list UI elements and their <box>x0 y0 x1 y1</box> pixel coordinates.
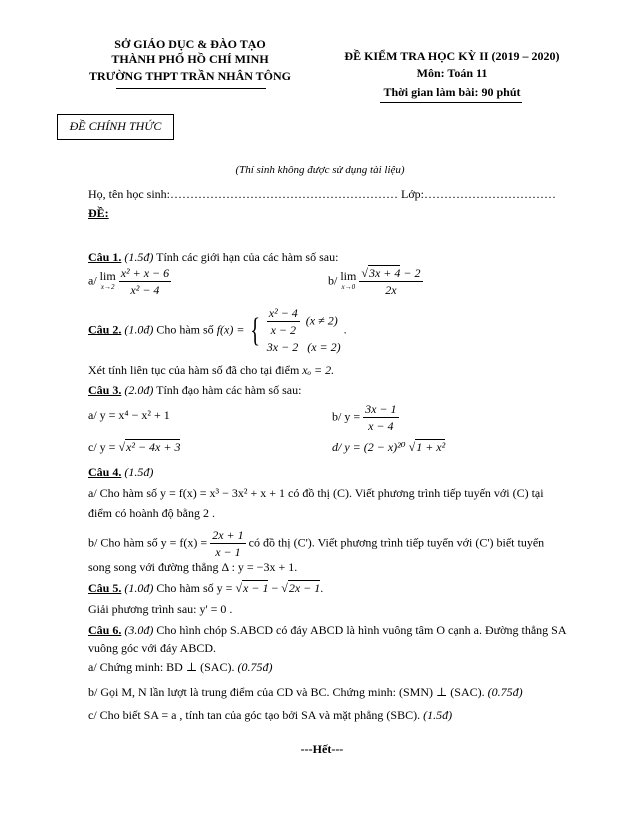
q1-label: Câu 1. <box>88 250 122 264</box>
q5-label: Câu 5. <box>88 581 122 595</box>
q2-fx: f(x) = <box>216 322 245 337</box>
q6-part-c: c/ Cho biết SA = a , tính tan của góc tạo bởi SA và mặt phẳng (SBC). (1.5đ) <box>88 708 453 722</box>
q5-line1: Câu 5. (1.0đ) Cho hàm số y = √x − 1 − √2x − 1. <box>88 581 324 595</box>
q2-line2: Xét tính liên tục của hàm số đã cho tại điểm xₒ = 2. <box>88 363 335 377</box>
q6-line1: Câu 6. (3.0đ) Cho hình chóp S.ABCD có đáy ABCD là hình vuông tâm O cạnh a. Đường thẳng SA <box>88 623 567 637</box>
de-label: ĐỀ: <box>88 206 109 220</box>
student-info-line: Họ, tên học sinh:………………………………………………… Lớp:…………………………… <box>88 187 556 201</box>
q1-part-b <box>328 266 423 297</box>
header-city: THÀNH PHỐ HỒ CHÍ MINH <box>111 52 269 66</box>
q2-cases: $\frac{\text{x² − 4}}{x - 2}$ (x ≠ 2) 3x − 2 (x = 2) <box>266 306 341 354</box>
exam-duration: Thời gian làm bài: 90 phút <box>383 85 521 99</box>
q1-part-a <box>88 266 171 297</box>
q6-line2: vuông góc với đáy ABCD. <box>88 641 217 655</box>
q3-part-b: b/ y = $\frac{3x - 1}{x - 4}$ <box>332 402 397 433</box>
q2-brace: { <box>250 311 261 349</box>
q4-points: (1.5đ) <box>124 465 154 479</box>
official-label: ĐỀ CHÍNH THỨC <box>69 119 162 133</box>
q4-b-line1: b/ Cho hàm số y = f(x) = $\frac{2x + 1}{x - 1}$ có đồ thị (C'). Viết phương trình tiếp tuyến với (C') biết tuyến <box>88 528 545 559</box>
q5-points: (1.0đ) <box>124 581 154 595</box>
q3-label: Câu 3. <box>88 383 122 397</box>
q3-header <box>88 383 301 398</box>
q3-part-a: a/ y = x⁴ − x² + 1 <box>88 408 170 422</box>
q1b-prefix: b/ <box>328 273 338 288</box>
q4-a-line2: điểm có hoành độ bằng 2 . <box>88 506 215 520</box>
q4-label: Câu 4. <box>88 465 122 479</box>
exam-title: ĐỀ KIỂM TRA HỌC KỲ II (2019 – 2020) <box>344 49 560 63</box>
q6-label: Câu 6. <box>88 623 122 637</box>
q3-points: (2.0đ) <box>124 383 154 397</box>
q3-part-d: d/ y = (2 − x)²⁰ √1 + x² <box>332 440 446 454</box>
q5-line2: Giải phương trình sau: y' = 0 . <box>88 602 233 616</box>
q2-text: Cho hàm số <box>156 322 214 337</box>
end-marker: ---Hết--- <box>300 742 344 756</box>
instruction-text: (Thí sinh không được sử dụng tài liệu) <box>235 164 405 176</box>
q1a-prefix: a/ <box>88 273 97 288</box>
q1b-fraction: $\frac{√3x + 4 - 2}{2x}$ <box>361 266 421 297</box>
q1b-lim: lim x→0 <box>340 268 357 291</box>
q6-part-a: a/ Chứng minh: BD ⊥ (SAC). (0.75đ) <box>88 660 273 674</box>
q4-a-line1: a/ Cho hàm số y = f(x) = x³ − 3x² + x + 1 có đồ thị (C). Viết phương trình tiếp tuyến với (C) tại <box>88 486 544 500</box>
exam-subject: Môn: Toán 11 <box>416 66 488 80</box>
header-dept: SỞ GIÁO DỤC & ĐÀO TẠO <box>114 37 266 51</box>
q3-text: Tính đạo hàm các hàm số sau: <box>156 383 302 397</box>
q2-points: (1.0đ) <box>124 322 154 337</box>
q2-label: Câu 2. <box>88 322 122 337</box>
q1-header <box>88 250 338 265</box>
q2-line1: Câu 2. (1.0đ) Cho hàm số f(x) = { $\frac{\text{x² − 4}}{x - 2}$ (x ≠ 2) 3x − 2 (x = 2) . <box>88 306 347 354</box>
q6-points: (3.0đ) <box>124 623 154 637</box>
q1-points: (1.5đ) <box>124 250 154 264</box>
q4-header <box>88 465 153 480</box>
q3-part-c: c/ y = √x² − 4x + 3 <box>88 440 181 454</box>
duration-underline <box>380 102 522 103</box>
header-underline <box>116 88 266 89</box>
q1-text: Tính các giới hạn của các hàm số sau: <box>156 250 339 264</box>
q1a-lim: lim x→2 <box>99 268 116 291</box>
q1a-fraction: $\frac{\text{x² + x − 6}}{\text{x² − 4}}$ <box>120 266 170 297</box>
header-school: TRƯỜNG THPT TRẦN NHÂN TÔNG <box>88 69 292 83</box>
q6-part-b: b/ Gọi M, N lần lượt là trung điểm của CD và BC. Chứng minh: (SMN) ⊥ (SAC). (0.75đ) <box>88 685 523 699</box>
q4-b-line2: song song với đường thẳng Δ : y = −3x + 1. <box>88 560 298 574</box>
